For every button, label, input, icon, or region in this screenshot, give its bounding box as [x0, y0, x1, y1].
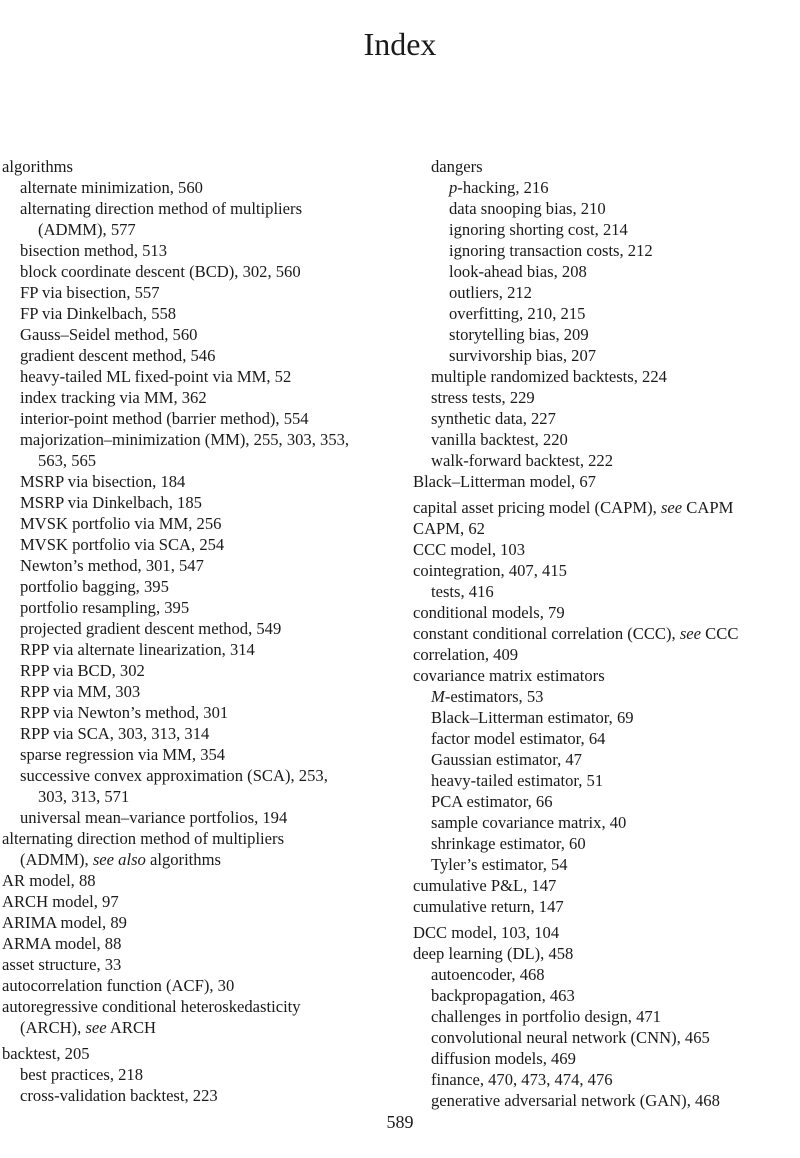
index-entry: ignoring shorting cost, 214: [449, 220, 628, 239]
index-entry: MVSK portfolio via MM, 256: [20, 514, 222, 533]
index-entry: overfitting, 210, 215: [449, 304, 586, 323]
index-entry: (ADMM), see also algorithms: [20, 850, 221, 869]
index-entry: cross-validation backtest, 223: [20, 1086, 218, 1105]
index-entry: MVSK portfolio via SCA, 254: [20, 535, 225, 554]
index-entry: tests, 416: [431, 582, 494, 601]
index-entry: algorithms: [2, 157, 73, 176]
index-entry: successive convex approximation (SCA), 253,: [20, 766, 328, 785]
index-entry: asset structure, 33: [2, 955, 122, 974]
index-entry: sparse regression via MM, 354: [20, 745, 226, 764]
index-column-right: [413, 156, 800, 1111]
index-entry: M-estimators, 53: [431, 687, 544, 706]
index-entry: backpropagation, 463: [431, 986, 575, 1005]
index-entry: MSRP via bisection, 184: [20, 472, 186, 491]
index-entry: FP via Dinkelbach, 558: [20, 304, 177, 323]
index-entry: outliers, 212: [449, 283, 532, 302]
index-entry: factor model estimator, 64: [431, 729, 606, 748]
index-entry: index tracking via MM, 362: [20, 388, 207, 407]
index-entry: AR model, 88: [2, 871, 96, 890]
index-entry: RPP via MM, 303: [20, 682, 141, 701]
index-entry: RPP via alternate linearization, 314: [20, 640, 255, 659]
index-entry: DCC model, 103, 104: [413, 923, 560, 942]
index-entry: 303, 313, 571: [38, 787, 130, 806]
index-entry: data snooping bias, 210: [449, 199, 606, 218]
index-entry: sample covariance matrix, 40: [431, 813, 627, 832]
index-entry: RPP via BCD, 302: [20, 661, 145, 680]
index-entry: capital asset pricing model (CAPM), see CAPM: [413, 498, 734, 517]
index-entry: synthetic data, 227: [431, 409, 556, 428]
index-entry: ARCH model, 97: [2, 892, 119, 911]
index-entry: cumulative return, 147: [413, 897, 564, 916]
index-entry: survivorship bias, 207: [449, 346, 597, 365]
index-column-left: [2, 156, 397, 1106]
index-entry: block coordinate descent (BCD), 302, 560: [20, 262, 301, 281]
index-entry: interior-point method (barrier method), 554: [20, 409, 309, 428]
page-title: Index: [363, 26, 437, 62]
index-entry: diffusion models, 469: [431, 1049, 576, 1068]
index-entry: correlation, 409: [413, 645, 519, 664]
index-entry: constant conditional correlation (CCC), see CCC: [413, 624, 739, 643]
index-entry: deep learning (DL), 458: [413, 944, 574, 963]
index-entry: shrinkage estimator, 60: [431, 834, 586, 853]
index-entry: alternating direction method of multipliers: [2, 829, 285, 848]
index-entry: generative adversarial network (GAN), 468: [431, 1091, 720, 1110]
index-entry: cumulative P&L, 147: [413, 876, 557, 895]
index-entry: stress tests, 229: [431, 388, 535, 407]
index-entry: CCC model, 103: [413, 540, 526, 559]
index-entry: autocorrelation function (ACF), 30: [2, 976, 235, 995]
index-entry: walk-forward backtest, 222: [431, 451, 614, 470]
index-entry: RPP via Newton’s method, 301: [20, 703, 229, 722]
index-entry: autoencoder, 468: [431, 965, 545, 984]
index-entry: ignoring transaction costs, 212: [449, 241, 653, 260]
index-entry: dangers: [431, 157, 483, 176]
index-entry: portfolio resampling, 395: [20, 598, 190, 617]
index-entry: alternate minimization, 560: [20, 178, 203, 197]
index-entry: challenges in portfolio design, 471: [431, 1007, 661, 1026]
index-entry: 563, 565: [38, 451, 97, 470]
index-entry: multiple randomized backtests, 224: [431, 367, 667, 386]
index-entry: MSRP via Dinkelbach, 185: [20, 493, 202, 512]
index-entry: projected gradient descent method, 549: [20, 619, 282, 638]
index-entry: ARIMA model, 89: [2, 913, 127, 932]
index-entry: FP via bisection, 557: [20, 283, 160, 302]
index-entry: majorization–minimization (MM), 255, 303, 353,: [20, 430, 350, 449]
index-entry: convolutional neural network (CNN), 465: [431, 1028, 710, 1047]
index-entry: look-ahead bias, 208: [449, 262, 587, 281]
index-entry: finance, 470, 473, 474, 476: [431, 1070, 613, 1089]
index-entry: storytelling bias, 209: [449, 325, 589, 344]
index-entry: autoregressive conditional heteroskedasticity: [2, 997, 301, 1016]
index-entry: heavy-tailed ML fixed-point via MM, 52: [20, 367, 292, 386]
index-entry: CAPM, 62: [413, 519, 485, 538]
index-entry: heavy-tailed estimator, 51: [431, 771, 604, 790]
index-entry: (ARCH), see ARCH: [20, 1018, 156, 1037]
index-entry: backtest, 205: [2, 1044, 90, 1063]
index-entry: gradient descent method, 546: [20, 346, 216, 365]
index-entry: Gauss–Seidel method, 560: [20, 325, 198, 344]
index-entry: (ADMM), 577: [38, 220, 136, 239]
index-entry: Newton’s method, 301, 547: [20, 556, 204, 575]
index-entry: ARMA model, 88: [2, 934, 122, 953]
index-entry: alternating direction method of multipliers: [20, 199, 303, 218]
index-entry: PCA estimator, 66: [431, 792, 553, 811]
index-entry: Gaussian estimator, 47: [431, 750, 582, 769]
index-entry: Black–Litterman estimator, 69: [431, 708, 634, 727]
index-entry: vanilla backtest, 220: [431, 430, 568, 449]
index-entry: Tyler’s estimator, 54: [431, 855, 568, 874]
index-entry: Black–Litterman model, 67: [413, 472, 596, 491]
index-entry: p-hacking, 216: [449, 178, 549, 197]
index-entry: conditional models, 79: [413, 603, 565, 622]
index-entry: cointegration, 407, 415: [413, 561, 567, 580]
page-number: 589: [386, 1112, 414, 1132]
index-entry: covariance matrix estimators: [413, 666, 605, 685]
index-entry: RPP via SCA, 303, 313, 314: [20, 724, 210, 743]
index-entry: best practices, 218: [20, 1065, 144, 1084]
index-entry: portfolio bagging, 395: [20, 577, 169, 596]
index-entry: bisection method, 513: [20, 241, 168, 260]
index-entry: universal mean–variance portfolios, 194: [20, 808, 288, 827]
